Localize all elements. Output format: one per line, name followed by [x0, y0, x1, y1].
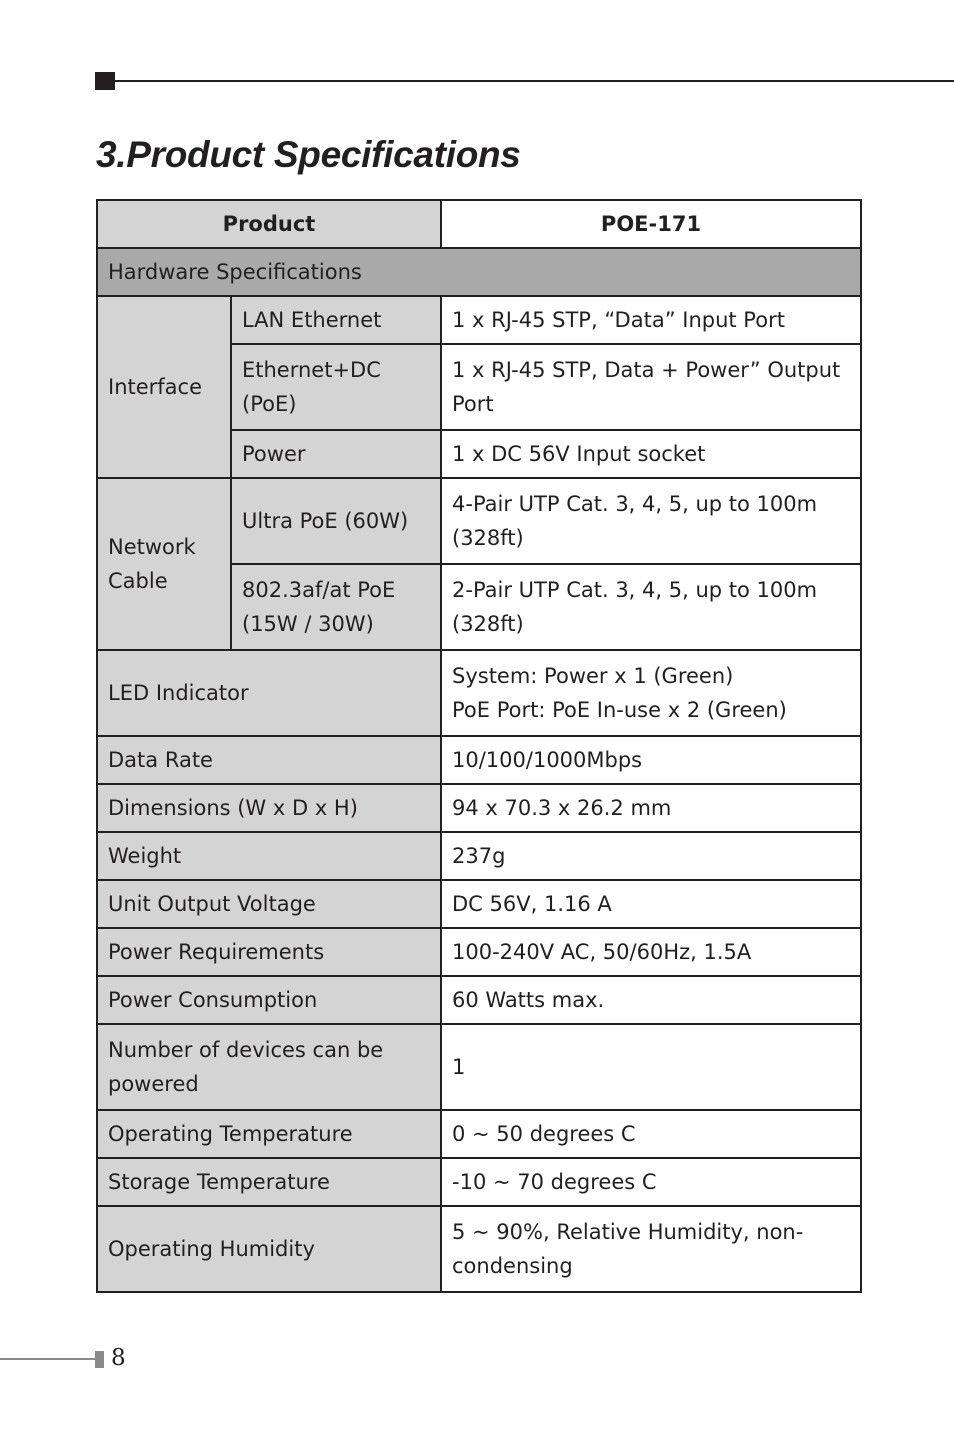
spec-value: 4-Pair UTP Cat. 3, 4, 5, up to 100m (328ft) [441, 478, 861, 564]
spec-label: Storage Temperature [97, 1158, 441, 1206]
table-row [97, 1158, 861, 1206]
spec-value: 94 x 70.3 x 26.2 mm [441, 784, 861, 832]
led-line-system: System: Power x 1 (Green) [452, 664, 734, 688]
interface-label: Interface [97, 296, 231, 478]
spec-value: DC 56V, 1.16 A [441, 880, 861, 928]
table-row [97, 784, 861, 832]
led-line-poe-port: PoE Port: PoE In-use x 2 (Green) [452, 698, 787, 722]
spec-value: 100-240V AC, 50/60Hz, 1.5A [441, 928, 861, 976]
table-row [97, 1110, 861, 1158]
section-number: 3. [96, 134, 127, 175]
section-title: Product Specifications [126, 134, 521, 175]
network-cable-label: Network Cable [97, 478, 231, 650]
spec-label: Operating Humidity [97, 1206, 441, 1292]
header-model: POE-171 [441, 200, 861, 248]
spec-label: Dimensions (W x D x H) [97, 784, 441, 832]
header-rule [115, 80, 954, 82]
spec-value: 1 x RJ-45 STP, “Data” Input Port [441, 296, 861, 344]
spec-value: 237g [441, 832, 861, 880]
spec-value: -10 ~ 70 degrees C [441, 1158, 861, 1206]
sub-label: Ultra PoE (60W) [231, 478, 441, 564]
footer-rule [0, 1358, 95, 1360]
page-number: 8 [111, 1345, 126, 1371]
spec-value: 0 ~ 50 degrees C [441, 1110, 861, 1158]
sub-label: Power [231, 430, 441, 478]
table-row [97, 1024, 861, 1110]
spec-value: 5 ~ 90%, Relative Humidity, non-condensing [441, 1206, 861, 1292]
spec-label: Operating Temperature [97, 1110, 441, 1158]
spec-table [96, 199, 862, 1293]
spec-value: 60 Watts max. [441, 976, 861, 1024]
table-row [97, 296, 861, 344]
led-indicator-label: LED Indicator [97, 650, 441, 736]
spec-value: 10/100/1000Mbps [441, 736, 861, 784]
sub-label: 802.3af/at PoE (15W / 30W) [231, 564, 441, 650]
header-square-marker [95, 72, 115, 90]
table-row [97, 478, 861, 564]
spec-value: 1 x RJ-45 STP, Data + Power” Output Port [441, 344, 861, 430]
spec-value: 2-Pair UTP Cat. 3, 4, 5, up to 100m (328ft) [441, 564, 861, 650]
table-row [97, 880, 861, 928]
footer-square-marker [95, 1351, 104, 1368]
spec-label: Power Requirements [97, 928, 441, 976]
spec-label: Unit Output Voltage [97, 880, 441, 928]
spec-value: 1 x DC 56V Input socket [441, 430, 861, 478]
table-row [97, 928, 861, 976]
section-hardware-specifications: Hardware Specifications [97, 248, 861, 296]
spec-value: 1 [441, 1024, 861, 1110]
table-row [97, 736, 861, 784]
table-header-row [97, 200, 861, 248]
section-row [97, 248, 861, 296]
sub-label: Ethernet+DC (PoE) [231, 344, 441, 430]
spec-label: Number of devices can be powered [97, 1024, 441, 1110]
spec-label: Power Consumption [97, 976, 441, 1024]
spec-label: Weight [97, 832, 441, 880]
table-row [97, 1206, 861, 1292]
sub-label: LAN Ethernet [231, 296, 441, 344]
table-row [97, 832, 861, 880]
spec-label: Data Rate [97, 736, 441, 784]
header-product-label: Product [97, 200, 441, 248]
table-row [97, 976, 861, 1024]
table-row [97, 650, 861, 736]
led-indicator-value [441, 650, 861, 736]
page-title [96, 134, 521, 176]
